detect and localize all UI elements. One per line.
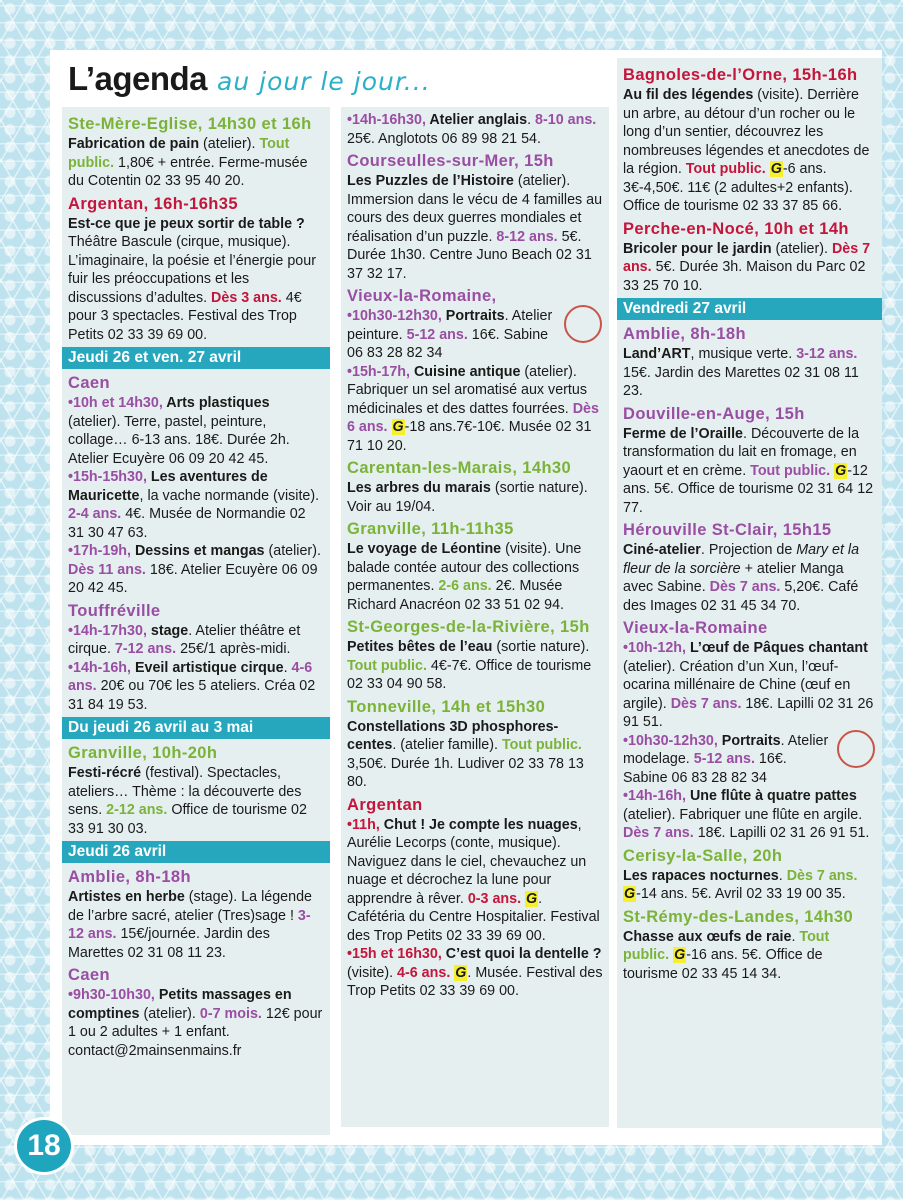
event-text: Land’ART bbox=[623, 346, 691, 362]
event-text: Tout public. bbox=[750, 462, 831, 479]
agenda-event bbox=[623, 324, 877, 401]
event-text: 4-6 ans. bbox=[68, 659, 313, 694]
event-text: Les Puzzles de l’Histoire bbox=[347, 173, 514, 189]
event-text: Tout public. bbox=[347, 657, 427, 674]
event-description bbox=[68, 659, 325, 715]
agenda-event bbox=[347, 286, 604, 363]
event-description bbox=[347, 479, 604, 516]
free-badge: G bbox=[624, 886, 636, 902]
event-text: 4€. Musée de Normandie 02 31 30 47 63. bbox=[68, 506, 306, 541]
event-description bbox=[68, 622, 325, 659]
event-text: . bbox=[778, 867, 787, 884]
event-location: Caen bbox=[68, 966, 110, 984]
event-text: , la vache normande (visite). bbox=[139, 487, 320, 504]
free-badge: G bbox=[770, 161, 782, 177]
portrait-illustration-icon bbox=[564, 305, 602, 343]
event-text: Cuisine antique bbox=[413, 363, 521, 380]
date-band: Jeudi 26 et ven. 27 avril bbox=[62, 347, 330, 369]
event-location: Carentan-les-Marais, 14h30 bbox=[347, 459, 572, 477]
event-text: Dessins et mangas bbox=[134, 543, 265, 559]
event-description bbox=[623, 86, 877, 216]
event-text: 2€. Musée Richard Anacréon 02 33 51 02 94. bbox=[347, 578, 564, 613]
event-text: 5-12 ans. bbox=[693, 751, 755, 767]
agenda-event bbox=[347, 363, 604, 456]
agenda-page bbox=[50, 50, 882, 1145]
event-text: (atelier). bbox=[771, 240, 832, 257]
date-band: Vendredi 27 avril bbox=[617, 298, 882, 320]
event-description bbox=[623, 732, 877, 788]
event-text: (atelier). Fabriquer un sel aromatisé aux vertus médicinales et des dattes fourrées. bbox=[347, 363, 587, 417]
event-text: Les rapaces nocturnes bbox=[623, 867, 779, 884]
event-text: L’œuf de Pâques chantant bbox=[689, 640, 868, 656]
agenda-event bbox=[347, 617, 604, 694]
event-text: 25€/1 après-midi. bbox=[176, 641, 291, 657]
event-text: -18 ans.7€-10€. Musée 02 31 71 10 20. bbox=[347, 419, 592, 454]
agenda-event bbox=[68, 114, 325, 191]
agenda-event bbox=[347, 519, 604, 614]
event-text: 16€. Sabine 06 83 28 82 34 bbox=[623, 751, 787, 786]
event-text: Office de tourisme 02 33 91 30 03. bbox=[68, 802, 307, 837]
event-location: Caen bbox=[68, 374, 110, 392]
event-text: 3,50€. Durée 1h. Ludiver 02 33 78 13 80. bbox=[347, 755, 584, 790]
event-text: (atelier). Terre, pastel, peinture, collage… 6-13 ans. 18€. Durée 2h. Atelier Ecuyère 06 09 20 42 45. bbox=[68, 413, 290, 467]
event-text: Ferme de l’Oraille bbox=[623, 425, 743, 442]
event-text: Tout public. bbox=[685, 161, 766, 177]
event-location: Cerisy-la-Salle, 20h bbox=[623, 846, 783, 865]
event-text: •11h, bbox=[347, 816, 384, 833]
agenda-event bbox=[68, 373, 325, 468]
agenda-event bbox=[68, 468, 325, 542]
event-text: •15h-17h, bbox=[347, 363, 414, 380]
event-text: 4€ pour 3 spectacles. Festival des Trop Petits 02 33 39 69 00. bbox=[68, 289, 302, 343]
event-location: Courseulles-sur-Mer, 15h bbox=[347, 152, 554, 170]
event-description bbox=[623, 639, 877, 732]
event-text: 2-6 ans. bbox=[438, 578, 492, 594]
event-text: Dès 7 ans. bbox=[623, 240, 871, 275]
event-description bbox=[623, 928, 877, 984]
agenda-event bbox=[623, 732, 877, 788]
event-text: -16 ans. 5€. Office de tourisme 02 33 45 14 34. bbox=[623, 947, 823, 982]
agenda-event bbox=[68, 867, 325, 962]
event-text: •14h-16h, bbox=[623, 788, 690, 804]
event-text: 1,80€ + entrée. Ferme-musée du Cotentin 02 33 95 40 20. bbox=[68, 154, 308, 189]
event-text: 2-4 ans. bbox=[68, 506, 122, 522]
event-description bbox=[68, 215, 325, 345]
event-text: 15€. Jardin des Marettes 02 31 08 11 23. bbox=[623, 364, 859, 399]
event-text: -14 ans. 5€. Avril 02 33 19 00 35. bbox=[636, 886, 846, 902]
event-text: Artistes en herbe bbox=[68, 889, 185, 905]
event-text: . bbox=[527, 112, 536, 128]
event-description bbox=[68, 764, 325, 838]
event-text: -6 ans. 3€-4,50€. 11€ (2 adultes+2 enfants). Office de tourisme 02 33 37 85 66. bbox=[623, 161, 853, 214]
event-text: (visite). bbox=[347, 964, 398, 981]
event-text: 16€. Sabine 06 83 28 82 34 bbox=[347, 326, 549, 361]
agenda-column-2 bbox=[341, 107, 609, 1127]
agenda-event bbox=[347, 945, 604, 1001]
agenda-event bbox=[68, 659, 325, 715]
event-text: C’est quoi la dentelle ? bbox=[445, 946, 602, 962]
event-text: 5€. Durée 3h. Maison du Parc 02 33 25 70 10. bbox=[623, 259, 866, 294]
event-text: 5-12 ans. bbox=[406, 326, 468, 343]
event-description bbox=[623, 240, 877, 296]
agenda-event bbox=[68, 965, 325, 1060]
event-text: Dès 7 ans. bbox=[670, 695, 742, 712]
event-description bbox=[68, 468, 325, 542]
event-text: 4€-7€. Office de tourisme 02 33 04 90 58. bbox=[347, 657, 592, 692]
event-text: 5,20€. Café des Images 02 31 45 34 70. bbox=[623, 579, 859, 614]
event-location: Argentan bbox=[347, 795, 423, 814]
agenda-event bbox=[623, 907, 877, 984]
event-text: Une flûte à quatre pattes bbox=[689, 788, 857, 804]
event-text: Eveil artistique cirque bbox=[134, 659, 284, 676]
event-text: Ciné-atelier bbox=[623, 542, 701, 558]
agenda-event bbox=[623, 787, 877, 843]
event-text: 3-12 ans. bbox=[796, 346, 858, 362]
event-text: Les arbres du marais bbox=[347, 480, 491, 496]
event-description bbox=[347, 111, 604, 148]
event-text: , musique verte. bbox=[690, 346, 797, 362]
event-text: Les aventures de Mauricette bbox=[68, 469, 268, 504]
event-text: 20€ ou 70€ les 5 ateliers. Créa 02 31 84 19 53. bbox=[68, 678, 316, 713]
event-text: •14h-17h30, bbox=[68, 622, 151, 639]
title-main: L’agenda bbox=[68, 60, 208, 97]
event-text: (atelier). Fabriquer une flûte en argile. bbox=[623, 806, 863, 823]
event-text: (sortie nature). bbox=[492, 639, 590, 655]
title-script: au jour le jour... bbox=[217, 67, 431, 96]
event-text: •10h et 14h30, bbox=[68, 395, 167, 411]
event-description bbox=[623, 787, 877, 843]
event-text: Chut ! Je compte les nuages bbox=[383, 816, 578, 833]
event-text: (atelier). bbox=[139, 1005, 200, 1022]
page-title bbox=[68, 60, 431, 102]
event-text: (sortie nature). Voir au 19/04. bbox=[347, 480, 588, 515]
agenda-event bbox=[623, 219, 877, 296]
event-text: Portraits bbox=[445, 308, 505, 324]
event-text: Petits massages en comptines bbox=[68, 987, 292, 1022]
event-text: 25€. Anglotots 06 89 98 21 54. bbox=[347, 130, 541, 147]
event-text: •14h-16h30, bbox=[347, 112, 430, 128]
event-location: Hérouville St-Clair, 15h15 bbox=[623, 521, 832, 539]
event-location: St-Rémy-des-Landes, 14h30 bbox=[623, 907, 854, 926]
event-text: , Aurélie Lecorps (conte, musique). Naviguez dans le ciel, chevauchez un nuage et décrochez la lune pour apprendre à rêver. bbox=[347, 816, 587, 907]
date-band: Jeudi 26 avril bbox=[62, 841, 330, 863]
event-text: 7-12 ans. bbox=[114, 641, 177, 657]
event-description bbox=[68, 542, 325, 598]
event-text: stage bbox=[150, 622, 189, 639]
agenda-event bbox=[68, 542, 325, 598]
event-description bbox=[68, 135, 325, 191]
event-text: Bricoler pour le jardin bbox=[623, 240, 772, 257]
event-text: Tout public. bbox=[501, 737, 582, 753]
event-text bbox=[388, 419, 392, 435]
event-text: Tout public. bbox=[68, 136, 290, 171]
event-location: Tonneville, 14h et 15h30 bbox=[347, 697, 546, 716]
event-description bbox=[623, 867, 877, 904]
event-location: Granville, 10h-20h bbox=[68, 744, 218, 762]
event-location: Amblie, 8h-18h bbox=[623, 325, 746, 343]
event-text: (atelier). Création d’un Xun, l’œuf-ocarina millénaire de Chine (œuf en argile). bbox=[623, 658, 851, 712]
agenda-event bbox=[623, 404, 877, 518]
event-text: Dès 3 ans. bbox=[211, 289, 282, 306]
event-text: Dès 7 ans. bbox=[786, 867, 858, 884]
event-text: Au fil des légendes bbox=[623, 87, 754, 103]
event-text: . Atelier théâtre et cirque. bbox=[68, 622, 301, 657]
event-description bbox=[347, 816, 604, 946]
event-description bbox=[623, 541, 877, 615]
event-text: Le voyage de Léontine bbox=[347, 541, 502, 557]
event-text: Dès 11 ans. bbox=[68, 561, 146, 578]
event-text: 0-7 mois. bbox=[199, 1005, 262, 1022]
event-text: •15h et 16h30, bbox=[347, 946, 446, 962]
event-text: (visite). Une balade contée autour des collections permanentes. bbox=[347, 541, 582, 594]
agenda-event bbox=[347, 111, 604, 148]
event-text: •10h30-12h30, bbox=[347, 308, 446, 324]
agenda-event bbox=[623, 65, 877, 216]
event-description bbox=[347, 307, 604, 363]
event-text: . Cafétéria du Centre Hospitalier. Festival des Trop Petits 02 33 39 69 00. bbox=[347, 890, 600, 944]
event-text: . Musée. Festival des Trop Petits 02 33 39 69 00. bbox=[347, 964, 603, 999]
agenda-event bbox=[623, 846, 877, 904]
event-text: + atelier Manga avec Sabine. bbox=[623, 560, 844, 595]
event-text: 3-12 ans. bbox=[68, 907, 311, 942]
event-location: Bagnoles-de-l’Orne, 15h-16h bbox=[623, 66, 858, 84]
event-location: Ste-Mère-Eglise, 14h30 et 16h bbox=[68, 115, 312, 133]
event-text: (atelier). bbox=[264, 543, 321, 559]
event-text: -12 ans. 5€. Office de tourisme 02 31 64 12 77. bbox=[623, 462, 874, 516]
event-text: 12€ pour 1 ou 2 adultes + 1 enfant. contact@2mainsenmains.fr bbox=[68, 1005, 323, 1059]
agenda-event bbox=[68, 194, 325, 345]
event-location: Douville-en-Auge, 15h bbox=[623, 404, 805, 423]
event-text: 18€. Atelier Ecuyère 06 09 20 42 45. bbox=[68, 561, 318, 596]
event-text: . Projection de bbox=[700, 542, 797, 558]
event-text: (festival). Spectacles, ateliers… Thème : la découverte des sens. bbox=[68, 765, 302, 818]
event-text: Chasse aux œufs de raie bbox=[623, 928, 792, 945]
event-text: (visite). Derrière un arbre, au détour d’un rocher ou le long d’un sentier, découvrez les nombreuses légendes et anecdotes de la région. bbox=[623, 87, 870, 177]
event-text: 4-6 ans. bbox=[397, 964, 451, 981]
event-text: Est-ce que je peux sortir de table ? bbox=[68, 215, 305, 232]
event-text: •10h30-12h30, bbox=[623, 732, 722, 749]
event-description bbox=[623, 425, 877, 518]
event-text: 8-10 ans. bbox=[535, 112, 597, 128]
agenda-event bbox=[68, 601, 325, 659]
event-text: Tout public. bbox=[623, 928, 830, 963]
event-text: Fabrication de pain bbox=[68, 136, 200, 152]
free-badge: G bbox=[455, 964, 467, 981]
event-description bbox=[347, 540, 604, 614]
event-text: 15€/journée. Jardin des Marettes 02 31 08 11 23. bbox=[68, 926, 270, 961]
event-description bbox=[623, 345, 877, 401]
event-description bbox=[347, 172, 604, 283]
event-text: 2-12 ans. bbox=[106, 802, 168, 818]
event-text: Atelier anglais bbox=[429, 112, 528, 128]
agenda-event bbox=[347, 151, 604, 283]
event-location: St-Georges-de-la-Rivière, 15h bbox=[347, 618, 590, 636]
event-description bbox=[68, 888, 325, 962]
event-text: 18€. Lapilli 02 31 26 91 51. bbox=[623, 695, 874, 730]
event-description bbox=[347, 363, 604, 456]
event-text: Théâtre Bascule (cirque, musique). L’imaginaire, la poésie et l’énergie pour fuir les préoccupations et les discussions d’adultes. bbox=[68, 234, 316, 306]
event-location: Vieux-la-Romaine, bbox=[347, 287, 497, 305]
event-location: Amblie, 8h-18h bbox=[68, 868, 191, 886]
event-text: 0-3 ans. bbox=[467, 890, 522, 907]
event-description bbox=[347, 638, 604, 694]
event-text: . (atelier famille). bbox=[392, 737, 502, 753]
event-text: (stage). La légende de l’arbre sacré, atelier (Tres)sage ! bbox=[68, 889, 312, 924]
event-text: •17h-19h, bbox=[68, 543, 135, 559]
event-text: . Atelier peinture. bbox=[347, 308, 553, 343]
event-text: Constellations 3D phosphores-centes bbox=[347, 718, 559, 753]
event-text: . Découverte de la transformation du lait en fromage, en yaourt et en crème. bbox=[623, 425, 860, 479]
event-location: Perche-en-Nocé, 10h et 14h bbox=[623, 219, 849, 238]
agenda-event bbox=[623, 520, 877, 615]
event-description bbox=[68, 394, 325, 468]
event-description bbox=[68, 986, 325, 1060]
event-location: Argentan, 16h-16h35 bbox=[68, 194, 238, 213]
event-location: Granville, 11h-11h35 bbox=[347, 520, 514, 538]
event-text: 8-12 ans. bbox=[496, 228, 558, 245]
event-text: •15h-15h30, bbox=[68, 469, 151, 485]
event-text: (atelier). Immersion dans le vécu de 4 familles au cours des deux guerres mondiales et réalisation d’un puzzle. bbox=[347, 173, 603, 245]
event-text: 5€. Durée 1h30. Centre Juno Beach 02 31 37 32 17. bbox=[347, 228, 592, 282]
event-text: Petites bêtes de l’eau bbox=[347, 639, 493, 655]
free-badge: G bbox=[835, 462, 847, 479]
free-badge: G bbox=[526, 890, 538, 907]
event-text: Dès 7 ans. bbox=[623, 825, 694, 841]
date-band: Du jeudi 26 avril au 3 mai bbox=[62, 717, 330, 739]
agenda-event bbox=[623, 618, 877, 732]
event-text: . Atelier modelage. bbox=[623, 732, 829, 767]
event-text: Portraits bbox=[721, 732, 781, 749]
agenda-column-3 bbox=[617, 58, 882, 1128]
event-text: Dès 7 ans. bbox=[709, 579, 781, 595]
agenda-event bbox=[347, 458, 604, 516]
event-description bbox=[347, 945, 604, 1001]
event-description bbox=[347, 718, 604, 792]
event-text: Mary et la fleur de la sorcière bbox=[623, 542, 860, 577]
event-location: Touffréville bbox=[68, 601, 161, 620]
page-number: 18 bbox=[14, 1117, 74, 1175]
event-text: Festi-récré bbox=[68, 765, 142, 781]
event-location: Vieux-la-Romaine bbox=[623, 619, 768, 637]
event-text: 18€. Lapilli 02 31 26 91 51. bbox=[693, 825, 870, 841]
portrait-illustration-icon bbox=[837, 730, 875, 768]
agenda-event bbox=[347, 795, 604, 946]
event-text: (atelier). bbox=[199, 136, 260, 152]
event-text: •10h-12h, bbox=[623, 640, 690, 656]
agenda-column-1 bbox=[62, 107, 330, 1135]
event-text: •9h30-10h30, bbox=[68, 987, 159, 1003]
event-text: Arts plastiques bbox=[166, 395, 270, 411]
event-text: . bbox=[283, 659, 292, 676]
free-badge: G bbox=[392, 419, 404, 435]
event-text: •14h-16h, bbox=[68, 659, 135, 676]
agenda-event bbox=[68, 743, 325, 838]
event-text: Dès 6 ans. bbox=[347, 400, 599, 435]
free-badge: G bbox=[674, 947, 686, 963]
agenda-event bbox=[347, 697, 604, 792]
event-text: . bbox=[791, 928, 800, 945]
